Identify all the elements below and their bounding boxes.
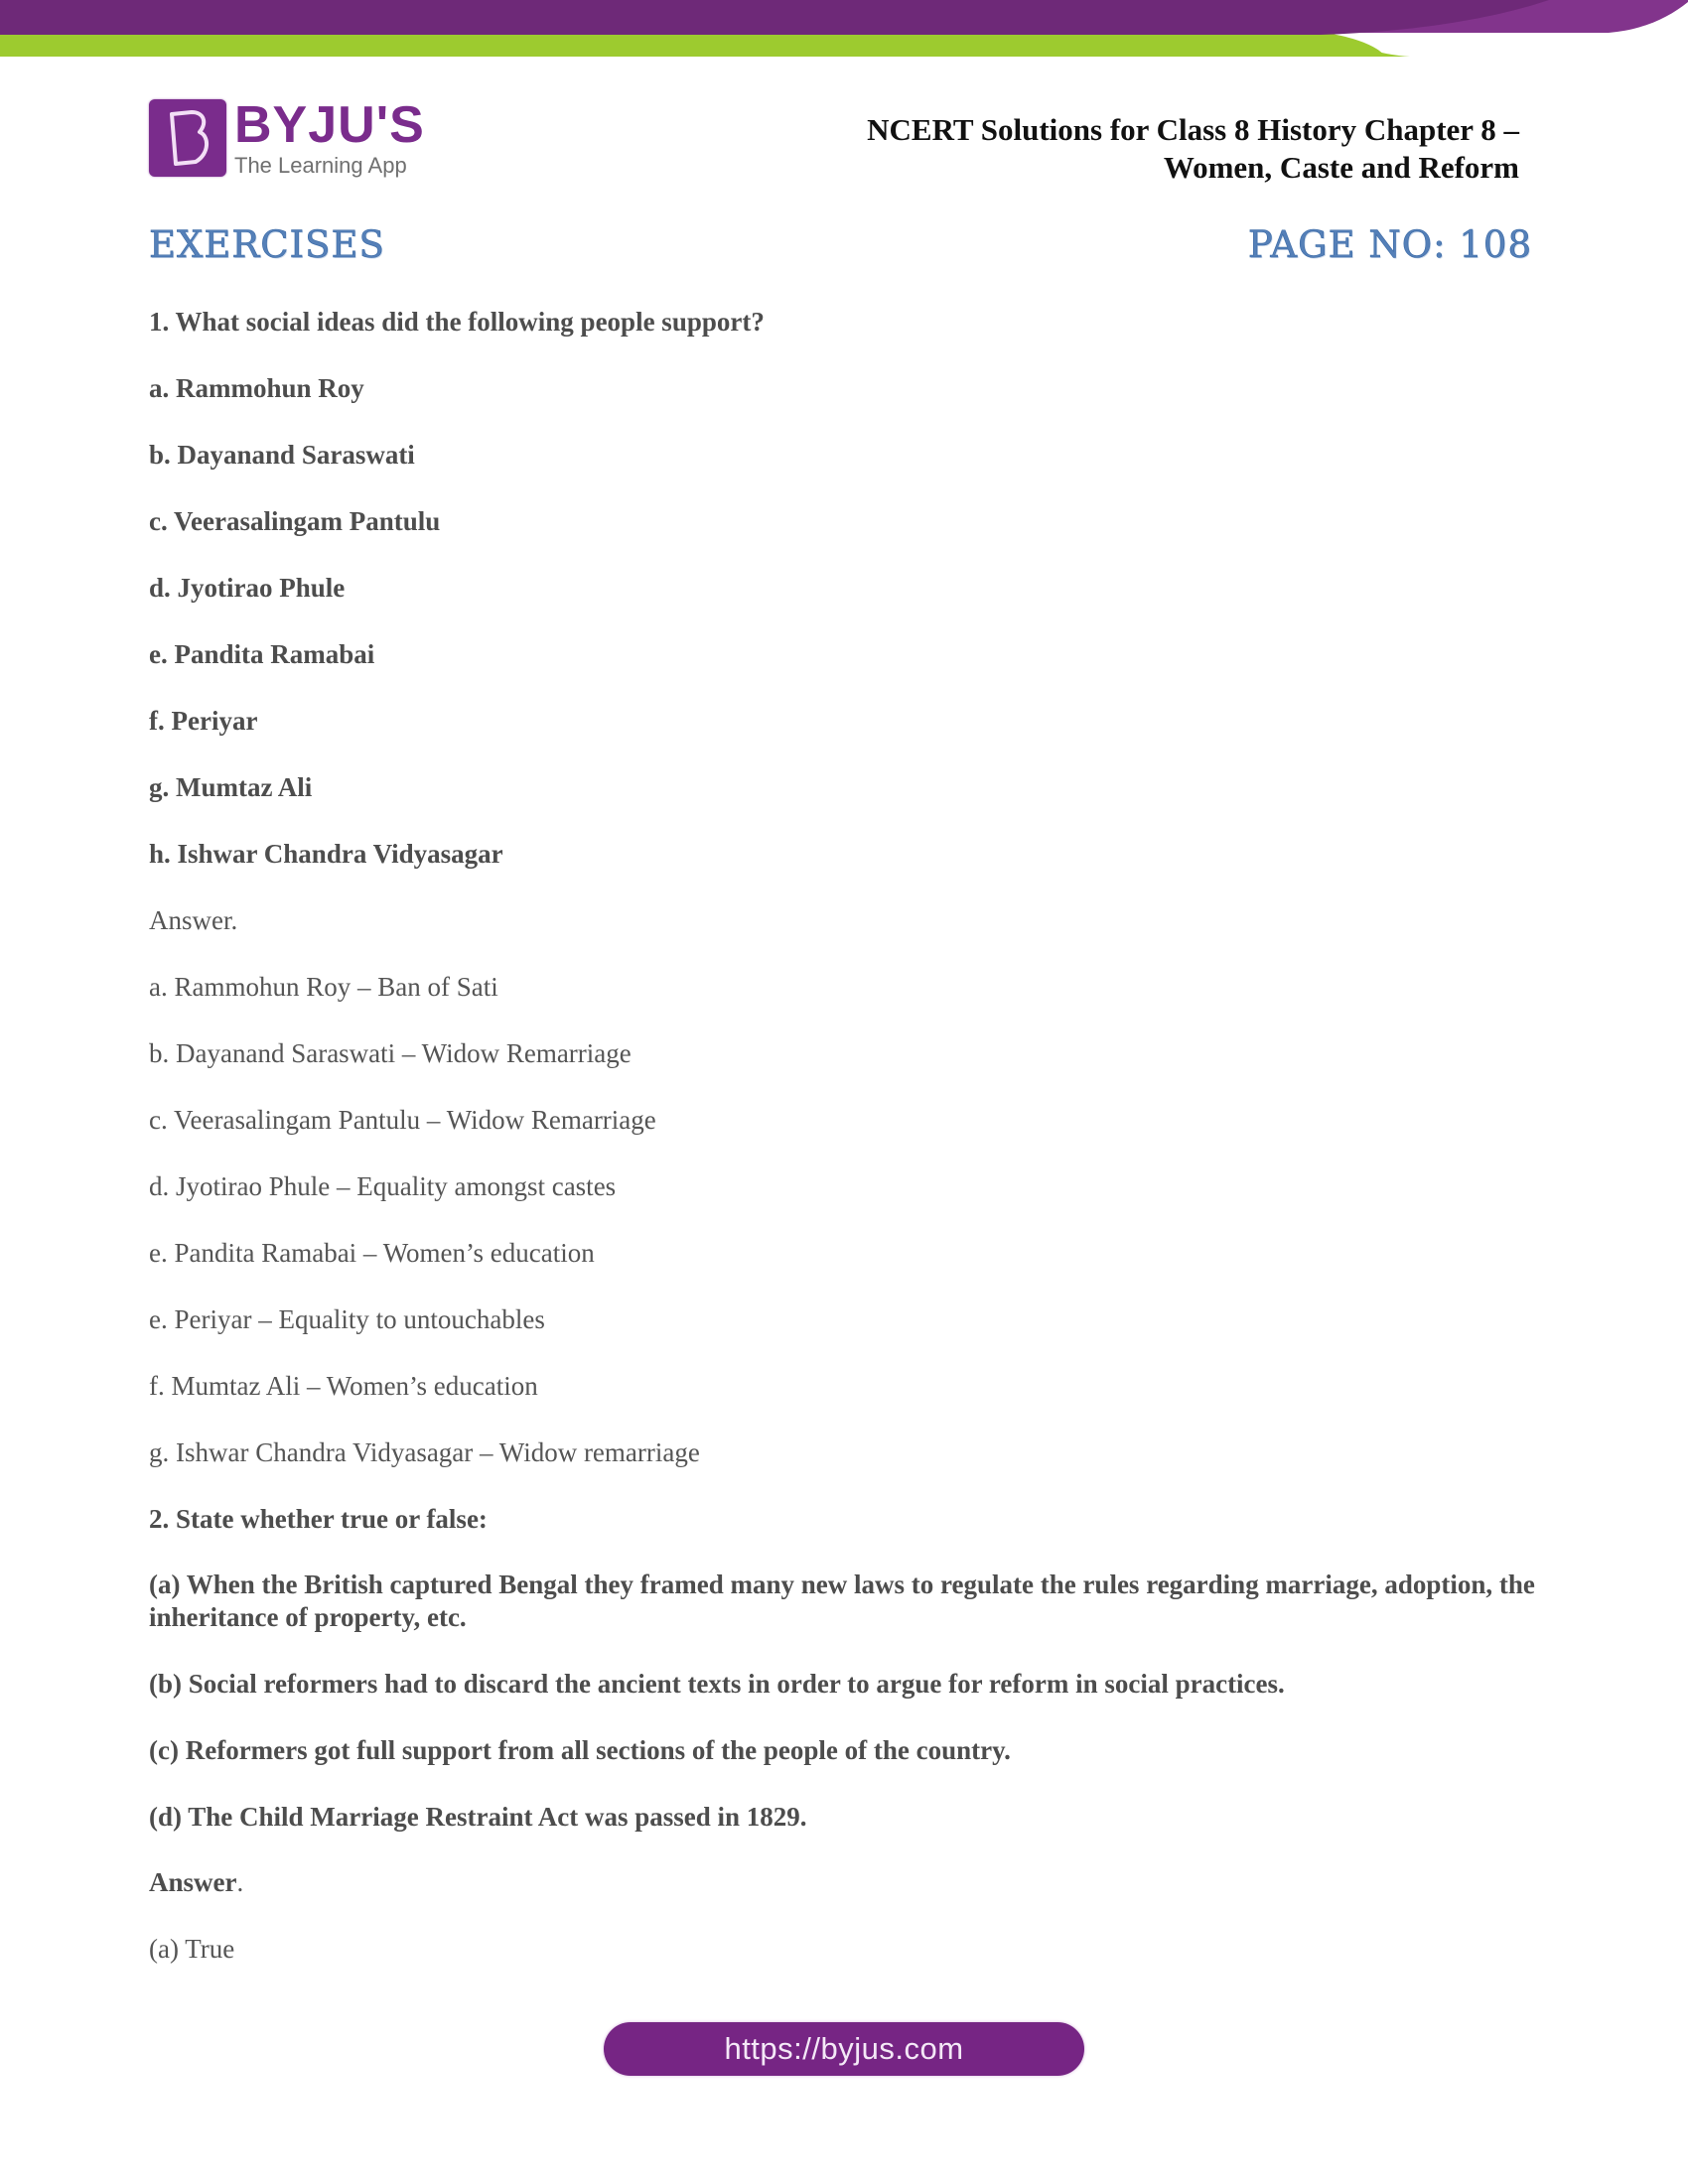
question-1: 1. What social ideas did the following people support? <box>149 307 765 337</box>
page-number-heading: PAGE NO: 108 <box>1247 223 1532 266</box>
question-1-option: h. Ishwar Chandra Vidyasagar <box>149 839 503 869</box>
document-title <box>867 111 1519 187</box>
byjus-website-link[interactable] <box>604 2022 1084 2076</box>
answer-label-punct: . <box>236 1867 244 1897</box>
answer-item: c. Veerasalingam Pantulu – Widow Remarriage <box>149 1105 656 1135</box>
byjus-website-link-text: https://byjus.com <box>724 2031 964 2066</box>
document-title-line-1: NCERT Solutions for Class 8 History Chapter 8 – <box>867 112 1519 147</box>
document-title-line-2: Women, Caste and Reform <box>1163 150 1519 185</box>
question-1-option: f. Periyar <box>149 706 258 736</box>
answer-item: e. Periyar – Equality to untouchables <box>149 1304 545 1334</box>
question-1-option: b. Dayanand Saraswati <box>149 440 415 470</box>
question-1-option: a. Rammohun Roy <box>149 373 364 403</box>
question-2-statement: (d) The Child Marriage Restraint Act was passed in 1829. <box>149 1802 807 1832</box>
answer-item: f. Mumtaz Ali – Women’s education <box>149 1371 538 1401</box>
question-2-statement: (b) Social reformers had to discard the ancient texts in order to argue for reform in social practices. <box>149 1669 1285 1699</box>
question-1-option: g. Mumtaz Ali <box>149 772 313 802</box>
answer-item: b. Dayanand Saraswati – Widow Remarriage <box>149 1038 632 1068</box>
byjus-b-icon <box>149 99 226 177</box>
answer-label-text: Answer <box>149 1867 237 1897</box>
byjus-logo <box>149 97 437 179</box>
question-1-option: d. Jyotirao Phule <box>149 573 346 603</box>
question-1-option: e. Pandita Ramabai <box>149 639 375 669</box>
answer-item: a. Rammohun Roy – Ban of Sati <box>149 972 498 1002</box>
question-1-option: c. Veerasalingam Pantulu <box>149 506 441 536</box>
answer-item: (a) True <box>149 1934 235 1964</box>
answer-item: g. Ishwar Chandra Vidyasagar – Widow remarriage <box>149 1437 700 1467</box>
logo-tagline: The Learning App <box>234 153 407 178</box>
question-2: 2. State whether true or false: <box>149 1504 488 1534</box>
answer-item: d. Jyotirao Phule – Equality amongst castes <box>149 1171 617 1201</box>
logo-brand-name: BYJU'S <box>234 96 425 154</box>
answer-item: e. Pandita Ramabai – Women’s education <box>149 1238 595 1268</box>
header-decorative-band <box>0 0 1688 60</box>
question-2-statement: (a) When the British captured Bengal they framed many new laws to regulate the rules regarding marriage, adoption, the inheritance of property, etc. <box>149 1570 1535 1632</box>
answer-label <box>149 1866 243 1899</box>
question-2-statement: (c) Reformers got full support from all sections of the people of the country. <box>149 1735 1011 1765</box>
exercises-heading: EXERCISES <box>149 223 385 266</box>
answer-label: Answer. <box>149 905 238 935</box>
